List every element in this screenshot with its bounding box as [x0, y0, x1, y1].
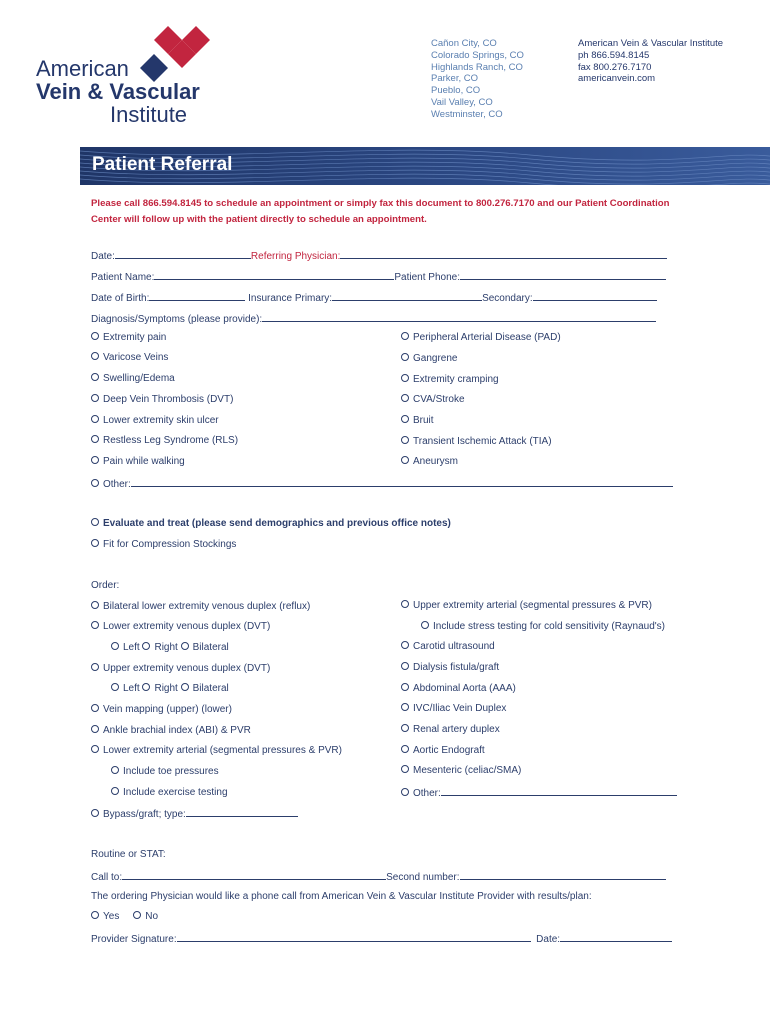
- checkbox-label: Bilateral lower extremity venous duplex (reflux): [103, 601, 311, 612]
- checkbox-icon[interactable]: [401, 456, 409, 464]
- checkbox-item[interactable]: [401, 703, 506, 714]
- routine-label: Routine or STAT:: [91, 849, 166, 860]
- checkbox-label: Gangrene: [413, 353, 458, 364]
- other-label: Other:: [103, 479, 131, 490]
- checkbox-item[interactable]: [91, 435, 238, 446]
- date-referring-row: [91, 249, 667, 262]
- yes-radio-icon[interactable]: [91, 911, 99, 919]
- city-list: [431, 38, 524, 121]
- checkbox-icon[interactable]: [401, 703, 409, 711]
- contact-line: fax 800.276.7170: [578, 61, 652, 73]
- city: Westminster, CO: [431, 108, 503, 120]
- checkbox-label: Include toe pressures: [123, 766, 219, 777]
- dob-label: Date of Birth:: [91, 293, 150, 304]
- right-label: Right: [154, 642, 178, 653]
- checkbox-label: Carotid ultrasound: [413, 641, 495, 652]
- checkbox-label: Mesenteric (celiac/SMA): [413, 765, 522, 776]
- checkbox-label: CVA/Stroke: [413, 394, 465, 405]
- checkbox-label: Dialysis fistula/graft: [413, 662, 500, 673]
- diagnosis-label: Diagnosis/Symptoms (please provide):: [91, 314, 263, 325]
- checkbox-icon[interactable]: [91, 601, 99, 609]
- checkbox-icon[interactable]: [91, 539, 99, 547]
- checkbox-icon[interactable]: [91, 456, 99, 464]
- left-label: Left: [123, 642, 140, 653]
- call-to-field[interactable]: [122, 870, 386, 880]
- checkbox-label: Bruit: [413, 415, 434, 426]
- call-to-label: Call to:: [91, 872, 123, 883]
- checkbox-label: Deep Vein Thrombosis (DVT): [103, 394, 234, 405]
- logo-line-1: American: [36, 56, 129, 81]
- checkbox-label: Renal artery duplex: [413, 724, 500, 735]
- checkbox-label: Extremity cramping: [413, 374, 499, 385]
- city: Highlands Ranch, CO: [431, 61, 523, 73]
- checkbox-label: Abdominal Aorta (AAA): [413, 683, 516, 694]
- checkbox-icon[interactable]: [401, 724, 409, 732]
- checkbox-item[interactable]: [401, 456, 458, 467]
- secondary-label: Secondary:: [482, 293, 533, 304]
- contact-info: [578, 38, 723, 85]
- city: Colorado Springs, CO: [431, 49, 524, 61]
- checkbox-icon[interactable]: [91, 809, 99, 817]
- checkbox-item[interactable]: [111, 787, 228, 798]
- signature-date-field[interactable]: [560, 932, 672, 942]
- checkbox-label: Lower extremity arterial (segmental pressures & PVR): [103, 745, 342, 756]
- evaluate-label: Evaluate and treat (please send demographics and previous office notes): [103, 518, 451, 529]
- checkbox-label: Lower extremity venous duplex (DVT): [103, 621, 271, 632]
- checkbox-item[interactable]: [401, 332, 561, 343]
- right-label: Right: [154, 683, 178, 694]
- checkbox-icon[interactable]: [91, 663, 99, 671]
- checkbox-item[interactable]: [401, 641, 495, 652]
- insurance-field[interactable]: [332, 291, 482, 301]
- checkbox-item[interactable]: [91, 663, 270, 674]
- referring-physician-field[interactable]: [340, 249, 667, 259]
- checkbox-label: Include exercise testing: [123, 787, 228, 798]
- other-symptom-field[interactable]: [131, 477, 673, 487]
- checkbox-icon[interactable]: [91, 415, 99, 423]
- checkbox-icon[interactable]: [91, 332, 99, 340]
- patient-row: [91, 270, 666, 283]
- intro-text: Please call 866.594.8145 to schedule an appointment or simply fax this document to 800.276.7170 and our Patient Coordination Center will follow up with the patient directly to schedule an appointment.: [91, 198, 670, 225]
- checkbox-icon[interactable]: [91, 479, 99, 487]
- order-label: Order:: [91, 580, 120, 591]
- checkbox-item[interactable]: [91, 332, 166, 343]
- checkbox-item[interactable]: [91, 373, 175, 384]
- checkbox-icon[interactable]: [91, 394, 99, 402]
- checkbox-icon[interactable]: [401, 332, 409, 340]
- checkbox-icon[interactable]: [91, 621, 99, 629]
- other-order-row[interactable]: [401, 786, 677, 799]
- checkbox-item[interactable]: [401, 374, 499, 385]
- side-options-row: [111, 683, 229, 694]
- yes-label: Yes: [103, 911, 120, 922]
- checkbox-item[interactable]: [401, 415, 434, 426]
- city: Vail Valley, CO: [431, 96, 493, 108]
- checkbox-item[interactable]: [401, 600, 652, 611]
- side-options-row: [111, 642, 229, 653]
- checkbox-item[interactable]: [401, 394, 465, 405]
- checkbox-icon[interactable]: [401, 683, 409, 691]
- compression-label: Fit for Compression Stockings: [103, 539, 237, 550]
- checkbox-item[interactable]: [401, 745, 485, 756]
- checkbox-icon[interactable]: [111, 787, 119, 795]
- checkbox-item[interactable]: [91, 704, 232, 715]
- checkbox-label: Upper extremity arterial (segmental pressures & PVR): [413, 600, 652, 611]
- checkbox-icon[interactable]: [91, 725, 99, 733]
- signature-label: Provider Signature:: [91, 934, 177, 945]
- checkbox-icon[interactable]: [401, 374, 409, 382]
- patient-name-label: Patient Name:: [91, 272, 155, 283]
- checkbox-label: Lower extremity skin ulcer: [103, 415, 219, 426]
- insurance-label: Insurance Primary:: [248, 293, 333, 304]
- checkbox-item[interactable]: [401, 683, 516, 694]
- checkbox-icon[interactable]: [401, 641, 409, 649]
- checkbox-item[interactable]: [91, 415, 219, 426]
- checkbox-icon[interactable]: [181, 642, 189, 650]
- checkbox-icon[interactable]: [91, 518, 99, 526]
- checkbox-item[interactable]: [401, 353, 457, 364]
- checkbox-icon[interactable]: [401, 436, 409, 444]
- checkbox-icon[interactable]: [181, 683, 189, 691]
- checkbox-icon[interactable]: [401, 353, 409, 361]
- checkbox-icon[interactable]: [111, 642, 119, 650]
- logo: [36, 20, 236, 130]
- dob-field[interactable]: [149, 291, 245, 301]
- checkbox-label: Vein mapping (upper) (lower): [103, 704, 232, 715]
- checkbox-label: Pain while walking: [103, 456, 185, 467]
- second-number-field[interactable]: [460, 870, 666, 880]
- checkbox-item[interactable]: [91, 745, 342, 756]
- checkbox-icon[interactable]: [91, 745, 99, 753]
- checkbox-label: Aortic Endograft: [413, 745, 485, 756]
- city: Parker, CO: [431, 73, 478, 85]
- checkbox-icon[interactable]: [401, 415, 409, 423]
- checkbox-icon[interactable]: [91, 373, 99, 381]
- checkbox-icon[interactable]: [401, 765, 409, 773]
- yes-no-row: [91, 911, 158, 922]
- checkbox-icon[interactable]: [91, 435, 99, 443]
- checkbox-label: Extremity pain: [103, 332, 167, 343]
- date-field[interactable]: [115, 249, 251, 259]
- call-to-row: [91, 870, 666, 883]
- diagnosis-field[interactable]: [262, 312, 656, 322]
- patient-phone-label: Patient Phone:: [394, 272, 460, 283]
- checkbox-item[interactable]: [91, 456, 185, 467]
- checkbox-icon[interactable]: [111, 683, 119, 691]
- city: Pueblo, CO: [431, 85, 481, 97]
- checkbox-icon[interactable]: [401, 662, 409, 670]
- checkbox-item[interactable]: [421, 621, 665, 632]
- checkbox-label: Peripheral Arterial Disease (PAD): [413, 332, 561, 343]
- bypass-type-field[interactable]: [186, 807, 298, 817]
- patient-phone-field[interactable]: [460, 270, 666, 280]
- diagnosis-row: [91, 312, 656, 325]
- logo-line-2: Vein & Vascular: [36, 79, 200, 104]
- checkbox-item[interactable]: [91, 352, 168, 363]
- checkbox-label: Other:: [413, 788, 441, 799]
- other-order-field[interactable]: [441, 786, 677, 796]
- checkbox-label: Bypass/graft; type:: [103, 809, 186, 820]
- no-radio-icon[interactable]: [133, 911, 141, 919]
- checkbox-item[interactable]: [91, 725, 251, 736]
- contact-line: ph 866.594.8145: [578, 49, 650, 61]
- patient-name-field[interactable]: [154, 270, 394, 280]
- checkbox-label: Swelling/Edema: [103, 373, 175, 384]
- checkbox-icon[interactable]: [401, 745, 409, 753]
- date-label: Date:: [91, 251, 115, 262]
- checkbox-label: Restless Leg Syndrome (RLS): [103, 435, 239, 446]
- checkbox-label: Transient Ischemic Attack (TIA): [413, 436, 552, 447]
- checkbox-icon[interactable]: [401, 788, 409, 796]
- city: Cañon City, CO: [431, 38, 497, 49]
- checkbox-label: Ankle brachial index (ABI) & PVR: [103, 725, 251, 736]
- checkbox-icon[interactable]: [142, 683, 150, 691]
- checkbox-item[interactable]: [91, 601, 310, 612]
- checkbox-item[interactable]: [401, 724, 500, 735]
- page-title: Patient Referral: [92, 154, 233, 175]
- phone-call-text: The ordering Physician would like a phone call from American Vein & Vascular Institute Provider with results/plan:: [91, 891, 592, 902]
- dob-insurance-row: [91, 291, 657, 304]
- checkbox-label: Upper extremity venous duplex (DVT): [103, 663, 271, 674]
- compression-option[interactable]: [91, 539, 236, 550]
- checkbox-icon[interactable]: [142, 642, 150, 650]
- checkbox-icon[interactable]: [111, 766, 119, 774]
- checkbox-icon[interactable]: [91, 352, 99, 360]
- signature-row: [91, 932, 672, 945]
- bilateral-label: Bilateral: [192, 642, 229, 653]
- signature-field[interactable]: [177, 932, 531, 942]
- signature-date-label: Date:: [536, 934, 561, 945]
- no-label: No: [145, 911, 159, 922]
- checkbox-label: Include stress testing for cold sensitivity (Raynaud's): [433, 621, 666, 632]
- bypass-row[interactable]: [91, 807, 298, 820]
- referring-label: Referring Physician:: [250, 251, 341, 262]
- bilateral-label: Bilateral: [192, 683, 229, 694]
- checkbox-icon[interactable]: [421, 621, 429, 629]
- checkbox-item[interactable]: [401, 436, 552, 447]
- logo-line-3: Institute: [110, 102, 188, 127]
- other-symptom-row[interactable]: [91, 477, 673, 490]
- evaluate-option[interactable]: [91, 518, 451, 529]
- title-banner: [80, 147, 770, 185]
- checkbox-item[interactable]: [91, 621, 270, 632]
- checkbox-label: Varicose Veins: [103, 352, 169, 363]
- left-label: Left: [123, 683, 140, 694]
- checkbox-item[interactable]: [401, 662, 499, 673]
- checkbox-item[interactable]: [401, 765, 521, 776]
- checkbox-item[interactable]: [111, 766, 219, 777]
- checkbox-icon[interactable]: [91, 704, 99, 712]
- contact-line: americanvein.com: [578, 73, 656, 85]
- checkbox-label: IVC/Iliac Vein Duplex: [413, 703, 507, 714]
- checkbox-item[interactable]: [91, 394, 233, 405]
- checkbox-icon[interactable]: [401, 394, 409, 402]
- second-number-label: Second number:: [386, 872, 460, 883]
- secondary-field[interactable]: [533, 291, 657, 301]
- checkbox-label: Aneurysm: [413, 456, 459, 467]
- checkbox-icon[interactable]: [401, 600, 409, 608]
- contact-line: American Vein & Vascular Institute: [578, 38, 724, 49]
